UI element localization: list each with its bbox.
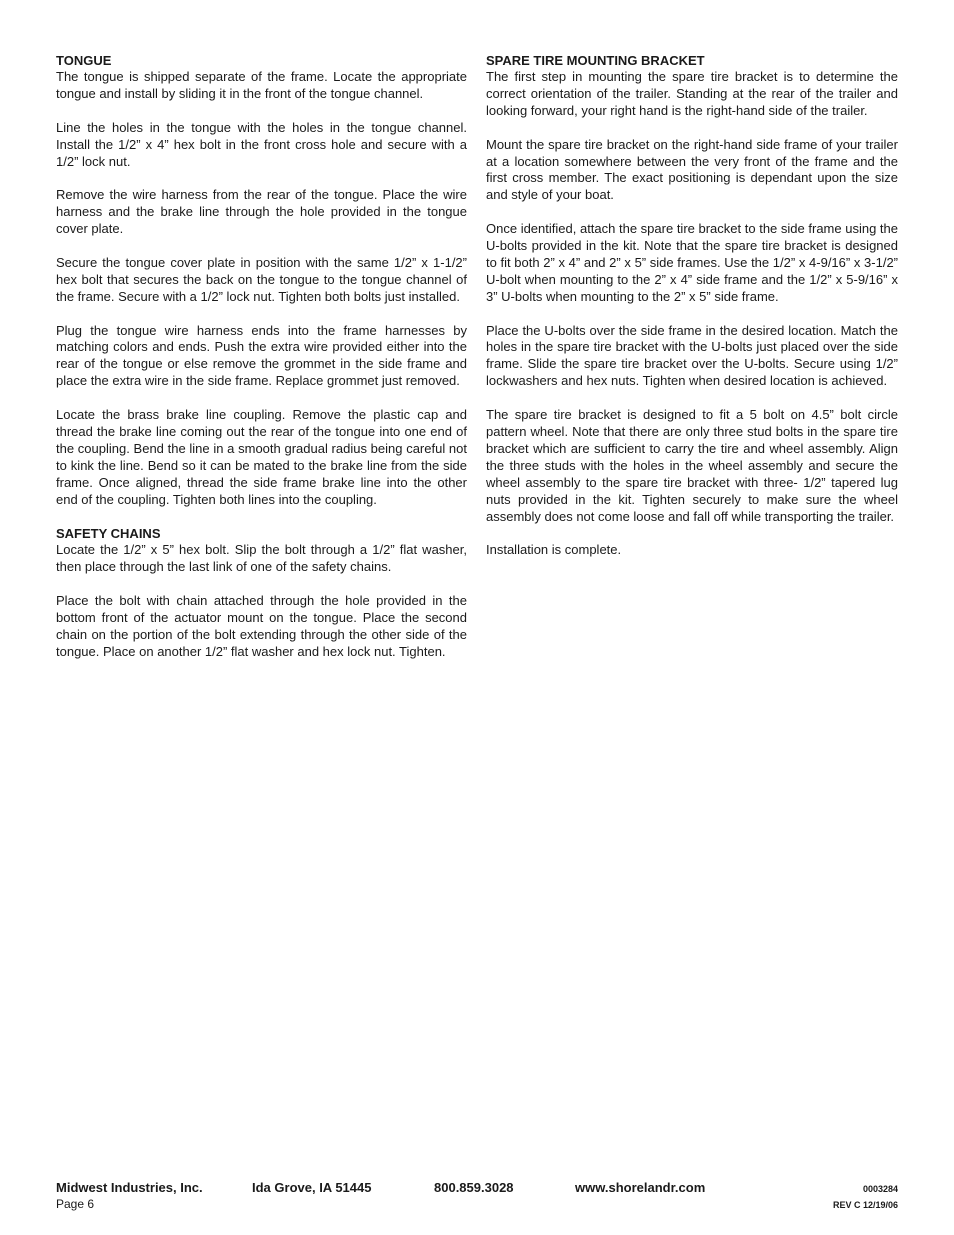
paragraph: Place the U-bolts over the side frame in the desired location. Match the holes in the spare tire bracket with the U-bolts just placed over the side frame. Slide the spare tire bracket over the U-bolts. Secure using 1/2” lockwashers and hex nuts. Tighten when desired location is achieved. — [486, 322, 898, 389]
tongue-section — [56, 52, 467, 508]
footer-page-row — [56, 1197, 898, 1213]
paragraph: Line the holes in the tongue with the holes in the tongue channel. Install the 1/2” x 4” hex bolt in the front cross hole and secure with a 1/2” lock nut. — [56, 119, 467, 169]
paragraph: Installation is complete. — [486, 542, 622, 558]
paragraph: Place the bolt with chain attached through the hole provided in the bottom front of the actuator mount on the tongue. Place the second chain on the portion of the bolt extending through the other side of the tongue. Place on another 1/2” flat washer and hex lock nut. Tighten. — [56, 593, 467, 659]
paragraph: Plug the tongue wire harness ends into the frame harnesses by matching colors and ends. Push the extra wire provided either into the rear of the tongue or else remove the grommet in the side frame and place the extra wire in the side frame. Replace grommet just removed. — [56, 322, 467, 389]
footer-company: Midwest Industries, Inc. — [56, 1180, 203, 1195]
safety-chains-section — [56, 525, 467, 660]
section-heading-safety-chains: SAFETY CHAINS — [56, 526, 161, 542]
spare-tire-section — [486, 52, 898, 559]
paragraph: Locate the 1/2” x 5” hex bolt. Slip the bolt through a 1/2” flat washer, then place through the last link of one of the safety chains. — [56, 542, 467, 575]
paragraph: The tongue is shipped separate of the frame. Locate the appropriate tongue and install by sliding it in the front of the tongue channel. — [56, 69, 467, 101]
paragraph: Remove the wire harness from the rear of the tongue. Place the wire harness and the brake line through the hole provided in the tongue cover plate. — [56, 187, 467, 237]
footer-website: www.shorelandr.com — [575, 1180, 706, 1195]
paragraph: Mount the spare tire bracket on the right-hand side frame of your trailer at a location somewhere between the very front of the frame and the first cross member. The exact positioning is dependant upon the size and style of your boat. — [486, 136, 898, 203]
page-footer — [56, 1180, 898, 1213]
left-column — [56, 52, 467, 661]
footer-doc-number: 0003284 — [862, 1184, 898, 1194]
section-heading-spare-tire: SPARE TIRE MOUNTING BRACKET — [486, 53, 705, 68]
page-number: Page 6 — [56, 1197, 95, 1211]
footer-phone: 800.859.3028 — [434, 1180, 514, 1195]
paragraph: Locate the brass brake line coupling. Remove the plastic cap and thread the brake line coming out the rear of the tongue into one end of the coupling. Bend the line in a smooth gradual radius being careful not to kink the line. Bend so it can be mated to the brake line from the side frame. Once aligned, thread the side frame brake line into the other end of the coupling. Tighten both lines into the coupling. — [56, 407, 467, 507]
right-column — [486, 52, 898, 559]
paragraph: Secure the tongue cover plate in position with the same 1/2” x 1-1/2” hex bolt that secures the back on the tongue to the tongue channel of the frame. Secure with a 1/2” lock nut. Tighten both bolts just installed. — [56, 254, 467, 304]
footer-city: Ida Grove, IA 51445 — [252, 1180, 372, 1195]
footer-contact-row — [56, 1180, 898, 1197]
paragraph: The spare tire bracket is designed to fit a 5 bolt on 4.5” bolt circle pattern wheel. Note that there are only three stud bolts in the spare tire bracket which are sufficient to carry the tire and wheel assembly. Align the three studs with the holes in the wheel assembly and secure the wheel assembly to the spare tire bracket with three- 1/2” tapered lug nuts provided in the kit. Tighten securely to make sure the wheel assembly does not come loose and fall off while transporting the trailer. — [486, 407, 898, 524]
paragraph: Once identified, attach the spare tire bracket to the side frame using the U-bolts provided in the kit. Note that the spare tire bracket is designed to fit both 2” x 4” and 2” x 5” side frames. Use the 1/2” x 4-9/16” x 3-1/2” U-bolt when mounting to the 2” x 4” side frame and the 1/2” x 5-9/16” x 3” U-bolts when mounting to the 2” x 5” side frame. — [486, 221, 898, 304]
paragraph: The first step in mounting the spare tire bracket is to determine the correct orientation of the trailer. Standing at the rear of the trailer and looking forward, your right hand is the right-hand side of the trailer. — [486, 69, 898, 118]
revision-label: REV C 12/19/06 — [832, 1200, 898, 1210]
section-heading-tongue: TONGUE — [56, 53, 112, 68]
